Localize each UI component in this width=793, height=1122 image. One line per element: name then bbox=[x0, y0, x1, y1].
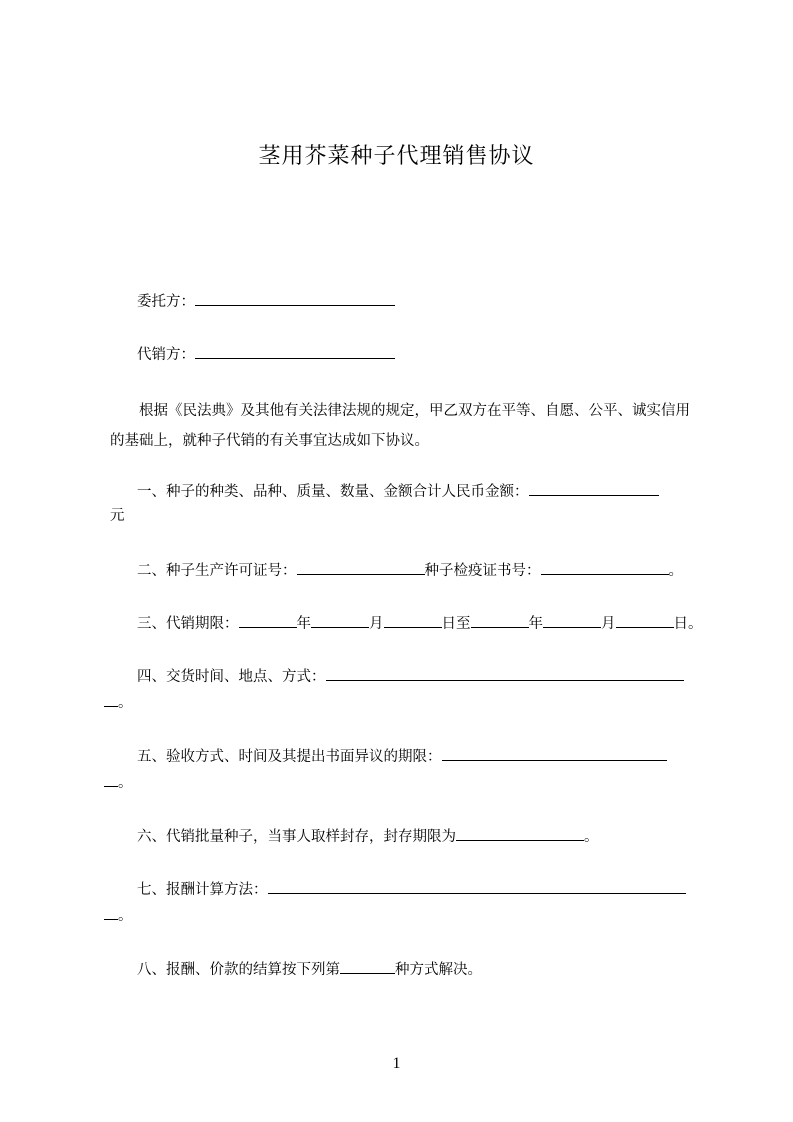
clause-5-tail: 。 bbox=[118, 775, 133, 791]
agent-line bbox=[137, 343, 395, 365]
end-month-blank[interactable] bbox=[543, 612, 601, 628]
month-label: 月 bbox=[369, 616, 384, 632]
clause-1-tail: 元 bbox=[110, 508, 125, 524]
clause-2-label-b: 种子检疫证书号： bbox=[424, 563, 541, 579]
clause-5-line bbox=[137, 745, 667, 767]
settlement-option-blank[interactable] bbox=[340, 958, 395, 974]
start-month-blank[interactable] bbox=[311, 612, 369, 628]
agent-label: 代销方： bbox=[137, 347, 195, 363]
clause-5-tail-line bbox=[104, 771, 133, 793]
clause-1-text: 一、种子的种类、品种、质量、数量、金额合计人民币金额： bbox=[137, 484, 529, 500]
clause-4-tail: 。 bbox=[118, 695, 133, 711]
clause-6-text: 六、代销批量种子，当事人取样封存，封存期限为 bbox=[137, 829, 456, 845]
clause-7-tail: 。 bbox=[118, 908, 133, 924]
clause-4-line bbox=[137, 665, 684, 687]
clause-1-amount-blank[interactable] bbox=[529, 480, 659, 496]
end-day-blank[interactable] bbox=[616, 612, 674, 628]
clause-6-line bbox=[137, 825, 599, 847]
quarantine-cert-blank[interactable] bbox=[541, 559, 669, 575]
principal-line bbox=[137, 290, 395, 312]
clause-4-tail-line bbox=[104, 691, 133, 713]
clause-7-tail-line bbox=[104, 904, 133, 926]
principal-label: 委托方： bbox=[137, 294, 195, 310]
remuneration-blank-cont[interactable] bbox=[104, 904, 118, 920]
delivery-blank[interactable] bbox=[326, 665, 684, 681]
clause-6-end: 。 bbox=[584, 829, 599, 845]
clause-8-line bbox=[137, 958, 482, 980]
sealing-period-blank[interactable] bbox=[456, 825, 584, 841]
agent-blank[interactable] bbox=[195, 343, 395, 359]
clause-3-line bbox=[137, 612, 703, 634]
clause-4-text: 四、交货时间、地点、方式： bbox=[137, 669, 326, 685]
clause-2-line bbox=[137, 559, 683, 581]
clause-2-label-a: 二、种子生产许可证号： bbox=[137, 563, 297, 579]
year-label: 年 bbox=[296, 616, 311, 632]
document-title: 茎用芥菜种子代理销售协议 bbox=[258, 144, 535, 169]
clause-8-text-b: 种方式解决。 bbox=[395, 962, 482, 978]
end-year-blank[interactable] bbox=[471, 612, 529, 628]
clause-7-line bbox=[137, 878, 686, 900]
day-to-label: 日至 bbox=[441, 616, 471, 632]
clause-7-text: 七、报酬计算方法： bbox=[137, 882, 268, 898]
start-day-blank[interactable] bbox=[384, 612, 442, 628]
acceptance-blank[interactable] bbox=[442, 745, 667, 761]
clause-2-end: 。 bbox=[668, 563, 683, 579]
month-label-2: 月 bbox=[601, 616, 616, 632]
remuneration-method-blank[interactable] bbox=[268, 878, 686, 894]
principal-blank[interactable] bbox=[195, 290, 395, 306]
page-number: 1 bbox=[392, 1055, 401, 1072]
production-license-blank[interactable] bbox=[297, 559, 425, 575]
delivery-blank-cont[interactable] bbox=[104, 691, 118, 707]
acceptance-blank-cont[interactable] bbox=[104, 771, 118, 787]
intro-paragraph: 根据《民法典》及其他有关法律法规的规定，甲乙双方在平等、自愿、公平、诚实信用的基础上，就种子代销的有关事宜达成如下协议。 bbox=[110, 403, 690, 449]
year-label-2: 年 bbox=[528, 616, 543, 632]
day-end-label: 日。 bbox=[673, 616, 703, 632]
clause-8-text-a: 八、报酬、价款的结算按下列第 bbox=[137, 962, 340, 978]
clause-1-line bbox=[137, 480, 659, 502]
clause-5-text: 五、验收方式、时间及其提出书面异议的期限： bbox=[137, 749, 442, 765]
start-year-blank[interactable] bbox=[239, 612, 297, 628]
clause-3-label: 三、代销期限： bbox=[137, 616, 239, 632]
